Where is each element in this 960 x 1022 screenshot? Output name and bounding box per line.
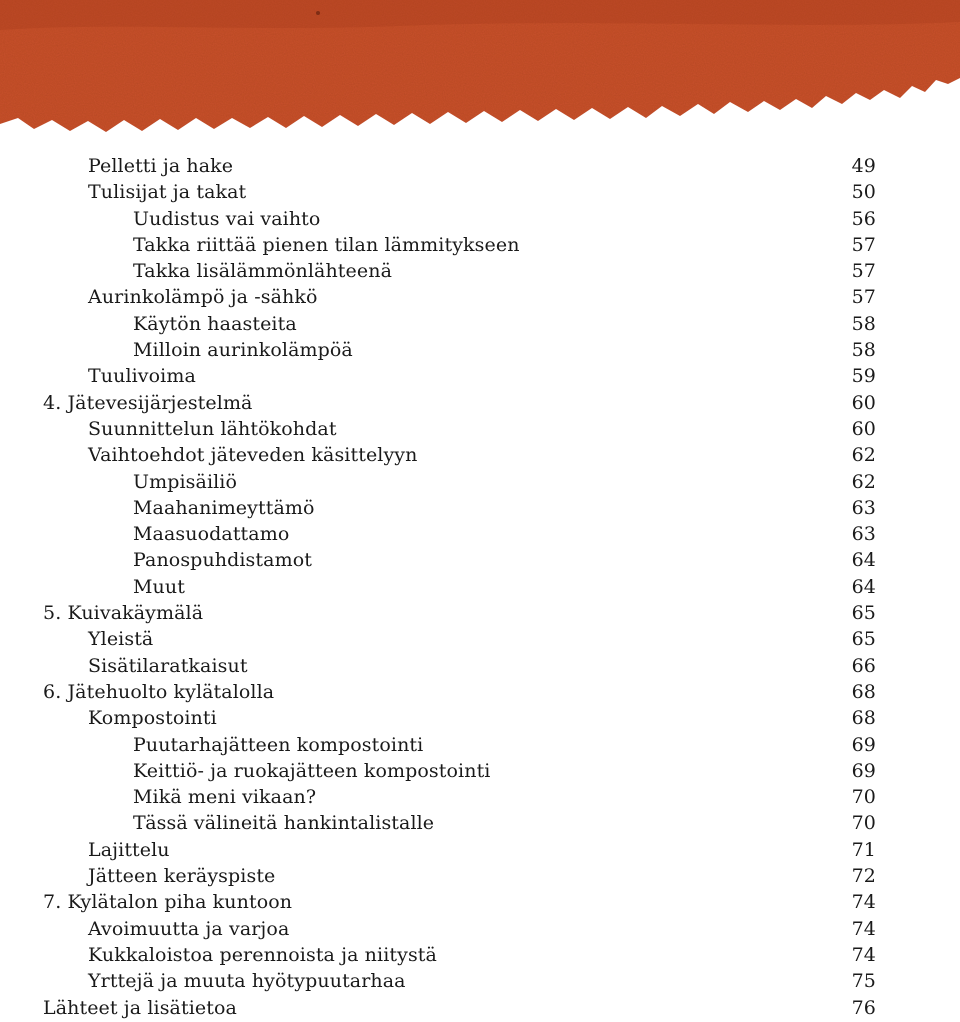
toc-entry (0, 758, 960, 784)
toc-entry-page-number: 74 (851, 917, 876, 940)
toc-entry-page-number: 71 (851, 838, 876, 861)
toc-entry-page-number: 70 (851, 786, 876, 809)
toc-entry-title: Kompostointi (88, 707, 217, 730)
toc-entry-page-number: 63 (851, 496, 876, 519)
toc-entry-title: Maasuodattamo (133, 523, 290, 546)
toc-entry (0, 863, 960, 889)
toc-entry (0, 153, 960, 179)
toc-entry-page-number: 57 (851, 260, 876, 283)
toc-entry (0, 626, 960, 652)
toc-entry (0, 284, 960, 310)
toc-entry-title: Keittiö- ja ruokajätteen kompostointi (133, 759, 491, 782)
toc-entry-page-number: 74 (851, 943, 876, 966)
toc-entry (0, 574, 960, 600)
toc-entry (0, 495, 960, 521)
toc-entry-title: 7. Kylätalon piha kuntoon (43, 891, 293, 914)
toc-entry (0, 810, 960, 836)
toc-entry-title: Maahanimeyttämö (133, 496, 315, 519)
toc-entry-page-number: 65 (851, 602, 876, 625)
toc-entry-page-number: 50 (851, 181, 876, 204)
toc-entry-page-number: 62 (851, 444, 876, 467)
toc-entry-page-number: 65 (851, 628, 876, 651)
toc-entry-title: 6. Jätehuolto kylätalolla (43, 680, 275, 703)
toc-entry-title: 4. Jätevesijärjestelmä (43, 391, 253, 414)
toc-entry-title: Lähteet ja lisätietoa (43, 996, 237, 1019)
toc-entry-title: Mikä meni vikaan? (133, 786, 317, 809)
table-of-contents (0, 153, 960, 1021)
toc-entry (0, 521, 960, 547)
toc-entry-title: Sisätilaratkaisut (88, 654, 248, 677)
toc-entry-title: Milloin aurinkolämpöä (133, 339, 353, 362)
toc-entry (0, 232, 960, 258)
toc-entry (0, 258, 960, 284)
toc-entry-page-number: 64 (851, 549, 876, 572)
toc-entry (0, 653, 960, 679)
toc-entry-title: Tulisijat ja takat (88, 181, 247, 204)
toc-entry-page-number: 69 (851, 759, 876, 782)
toc-entry-page-number: 60 (851, 417, 876, 440)
toc-entry (0, 179, 960, 205)
toc-entry-title: Tässä välineitä hankintalistalle (133, 812, 435, 835)
toc-entry-page-number: 57 (851, 286, 876, 309)
toc-entry-page-number: 60 (851, 391, 876, 414)
toc-entry (0, 469, 960, 495)
banner-speck (316, 11, 320, 15)
toc-entry-title: Takka riittää pienen tilan lämmitykseen (133, 233, 520, 256)
toc-entry-title: Puutarhajätteen kompostointi (133, 733, 424, 756)
toc-entry-page-number: 68 (851, 680, 876, 703)
toc-entry (0, 390, 960, 416)
toc-entry-page-number: 66 (851, 654, 876, 677)
toc-entry-title: Takka lisälämmönlähteenä (133, 260, 392, 283)
toc-entry (0, 416, 960, 442)
toc-entry-page-number: 63 (851, 523, 876, 546)
toc-entry-title: Muut (133, 575, 185, 598)
toc-entry-title: Avoimuutta ja varjoa (88, 917, 290, 940)
toc-entry-page-number: 74 (851, 891, 876, 914)
toc-entry-title: Lajittelu (88, 838, 170, 861)
toc-entry (0, 547, 960, 573)
toc-entry-page-number: 58 (851, 312, 876, 335)
toc-entry (0, 784, 960, 810)
toc-entry-title: 5. Kuivakäymälä (43, 602, 204, 625)
toc-entry-title: Tuulivoima (88, 365, 196, 388)
toc-entry (0, 442, 960, 468)
toc-entry (0, 889, 960, 915)
toc-entry-title: Umpisäiliö (133, 470, 238, 493)
toc-entry-title: Käytön haasteita (133, 312, 297, 335)
toc-entry-title: Panospuhdistamot (133, 549, 312, 572)
toc-entry (0, 600, 960, 626)
toc-entry (0, 995, 960, 1021)
toc-entry-title: Uudistus vai vaihto (133, 207, 321, 230)
toc-entry-page-number: 49 (851, 155, 876, 177)
toc-entry-title: Yleistä (88, 628, 154, 651)
painted-header-banner (0, 0, 960, 135)
toc-entry-page-number: 56 (851, 207, 876, 230)
toc-entry-page-number: 75 (851, 970, 876, 993)
toc-entry-title: Suunnittelun lähtökohdat (88, 417, 337, 440)
toc-entry-title: Jätteen keräyspiste (88, 865, 276, 888)
toc-entry (0, 732, 960, 758)
toc-entry (0, 837, 960, 863)
toc-entry-page-number: 62 (851, 470, 876, 493)
toc-entry-page-number: 70 (851, 812, 876, 835)
toc-entry-page-number: 64 (851, 575, 876, 598)
toc-entry-page-number: 59 (851, 365, 876, 388)
toc-entry (0, 206, 960, 232)
toc-entry (0, 705, 960, 731)
toc-entry-page-number: 69 (851, 733, 876, 756)
toc-entry-title: Kukkaloistoa perennoista ja niitystä (88, 943, 437, 966)
toc-entry (0, 942, 960, 968)
toc-entry (0, 968, 960, 994)
toc-entry (0, 679, 960, 705)
toc-entry-page-number: 68 (851, 707, 876, 730)
toc-entry (0, 311, 960, 337)
toc-entry-title: Yrttejä ja muuta hyötypuutarhaa (88, 970, 406, 993)
toc-entry-page-number: 72 (851, 865, 876, 888)
toc-entry-title: Vaihtoehdot jäteveden käsittelyyn (88, 444, 418, 467)
toc-entry (0, 916, 960, 942)
toc-entry-page-number: 76 (851, 996, 876, 1019)
toc-entry-title: Aurinkolämpö ja -sähkö (88, 286, 318, 309)
toc-entry (0, 363, 960, 389)
toc-entry-page-number: 58 (851, 339, 876, 362)
toc-entry-title: Pelletti ja hake (88, 155, 234, 177)
toc-entry-page-number: 57 (851, 233, 876, 256)
toc-entry (0, 337, 960, 363)
